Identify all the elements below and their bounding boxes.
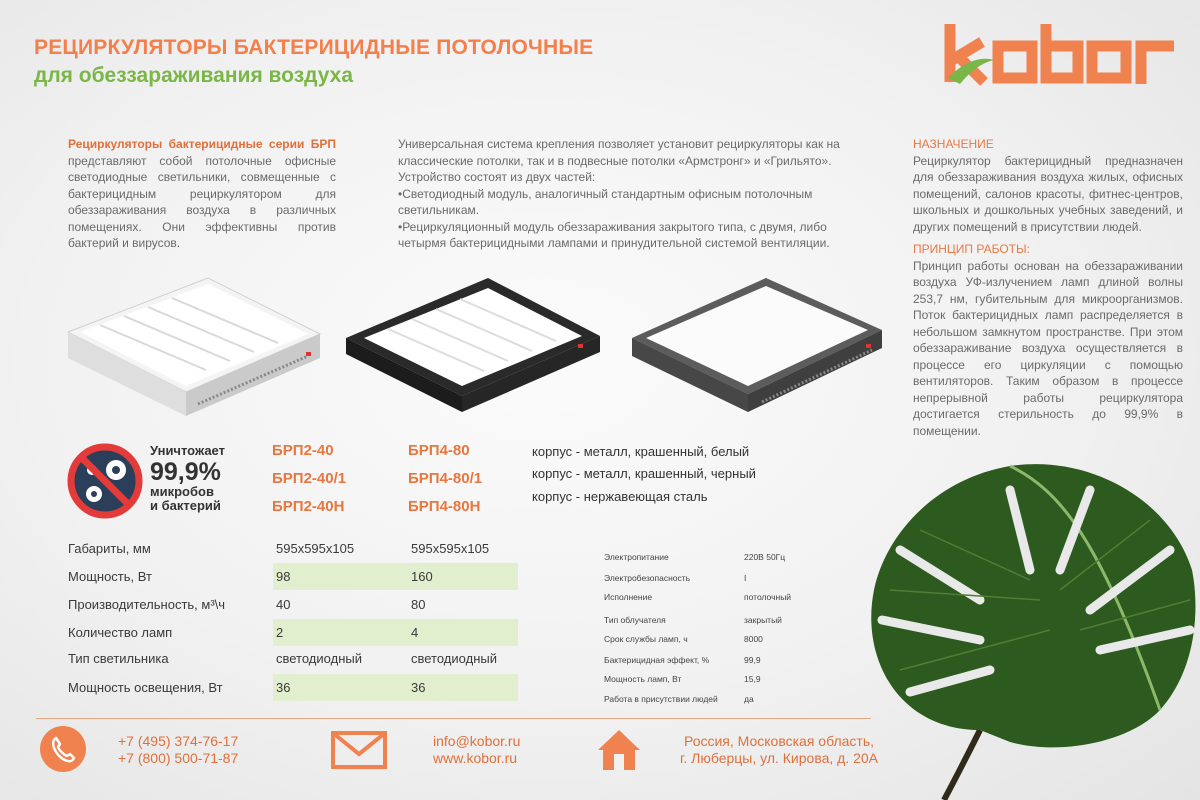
extra-spec-value: потолочный — [744, 592, 792, 602]
page-subtitle: для обеззараживания воздуха — [34, 64, 354, 87]
spec-row — [68, 563, 518, 590]
extra-spec-value: 99,9 — [744, 655, 761, 665]
model-label: БРП2-40Н — [272, 498, 345, 515]
extra-spec-value: 8000 — [744, 634, 763, 644]
extra-spec-row — [604, 552, 786, 562]
address — [668, 733, 890, 767]
spec-row — [68, 619, 518, 646]
badge-line-1: Уничтожает — [150, 443, 225, 458]
badge-line-3: микробов — [150, 484, 214, 499]
model-label: БРП2-40 — [272, 442, 334, 459]
spec-label: Мощность освещения, Вт — [68, 680, 223, 695]
extra-spec-row — [604, 634, 763, 644]
spec-value: 595х595х105 — [411, 541, 490, 556]
phone-numbers — [118, 733, 238, 767]
mounting-p2: Устройство состоят из двух частей: — [398, 170, 596, 184]
footer-divider — [36, 718, 871, 719]
mounting-text — [398, 136, 856, 252]
extra-spec-value: I — [744, 573, 747, 583]
badge-line-2: 99,9% — [150, 458, 221, 486]
spec-label: Количество ламп — [68, 625, 173, 640]
badge-line-4: и бактерий — [150, 498, 221, 513]
extra-spec-label: Работа в присутствии людей — [604, 694, 718, 704]
spec-value: светодиодный — [276, 651, 362, 666]
monstera-leaf-image — [860, 430, 1200, 800]
spec-value: 36 — [411, 674, 518, 701]
badge-text — [150, 443, 225, 513]
model-description: корпус - металл, крашенный, белый — [532, 444, 750, 459]
model-description: корпус - металл, крашенный, черный — [532, 466, 756, 481]
lamp-white-image — [58, 272, 328, 418]
extra-spec-label: Бактерицидная эффект, % — [604, 655, 710, 665]
model-label: БРП2-40/1 — [272, 470, 347, 487]
spec-value: светодиодный — [411, 651, 497, 666]
intro-body: представляют собой потолочные офисные светодиодные светильники, совмещенные с бактерицидным рециркулятором для обеззараживания воздуха в различных помещениях. Они эффективны против бактерий и вирусов. — [68, 153, 336, 250]
mounting-p1: Универсальная система крепления позволяет установит рециркуляторы как на классические потолки, так и в подвесные потолки «Армстронг» и «Грильято». — [398, 137, 840, 168]
model-label: БРП4-80 — [408, 442, 470, 459]
extra-spec-label: Срок службы ламп, ч — [604, 634, 688, 644]
extra-spec-row — [604, 655, 761, 665]
mounting-bullet-1: •Светодиодный модуль, аналогичный стандартным офисным потолочным светильникам. — [398, 186, 813, 217]
spec-value: 36 — [273, 674, 411, 701]
extra-spec-value: 15,9 — [744, 674, 761, 684]
intro-text — [68, 136, 336, 252]
spec-value: 98 — [273, 563, 411, 590]
web-contacts — [433, 733, 520, 767]
home-icon — [594, 726, 644, 774]
spec-row — [68, 645, 518, 672]
spec-row — [68, 591, 518, 618]
envelope-icon — [330, 730, 388, 770]
email-link[interactable]: info@kobor.ru — [433, 733, 521, 749]
address-line-2: г. Люберцы, ул. Кирова, д. 20А — [679, 750, 879, 766]
extra-spec-row — [604, 573, 747, 583]
extra-spec-label: Электропитание — [604, 552, 669, 562]
purpose-text — [913, 136, 1183, 445]
spec-value: 4 — [411, 619, 518, 646]
address-line-1: Россия, Московская область, — [683, 733, 875, 749]
extra-spec-label: Тип облучателя — [604, 615, 666, 625]
spec-value: 2 — [273, 619, 411, 646]
phone-link[interactable]: +7 (495) 374-76-17 — [118, 733, 239, 749]
model-label: БРП4-80/1 — [408, 470, 483, 487]
extra-spec-value: 220В 50Гц — [744, 552, 786, 562]
spec-label: Тип светильника — [68, 651, 169, 666]
spec-row — [68, 535, 518, 562]
model-description: корпус - нержавеющая сталь — [532, 489, 708, 504]
phone-icon — [40, 726, 86, 772]
spec-row — [68, 674, 518, 701]
spec-value: 40 — [276, 597, 291, 612]
purpose-body: Рециркулятор бактерицидный предназначен для обеззараживания воздуха жилых, офисных помещений, салонов красоты, фитнес-центров, школьных и дошкольных учебных заведений, и других помещений в присутствии людей. — [913, 153, 1183, 234]
no-virus-icon — [64, 440, 146, 522]
spec-label: Габариты, мм — [68, 541, 151, 556]
extra-spec-row — [604, 694, 754, 704]
lamp-steel-image — [626, 272, 888, 418]
mounting-bullet-2: •Рециркуляционный модуль обеззараживания закрытого типа, с двумя, либо четырмя бактерицидными лампами и принудительной системой вентиляции. — [398, 219, 830, 250]
principle-body: Принцип работы основан на обеззараживании воздуха УФ-излучением ламп длиной волны 253,7 нм, губительным для микроорганизмов. Поток бактерицидных ламп распределяется в небольшом замкнутом пространстве. При этом обеззараживание воздуха осуществляется в процессе его циркуляции с помощью вентиляторов. Таким образом в процессе непрерывной работы рециркулятора достигается стерильность до 99,9% в помещении. — [913, 258, 1183, 438]
website-link[interactable]: www.kobor.ru — [433, 750, 518, 766]
spec-value: 595х595х105 — [276, 541, 355, 556]
lamp-black-image — [338, 272, 606, 418]
kobor-logo — [942, 20, 1182, 92]
spec-label: Мощность, Вт — [68, 569, 152, 584]
principle-heading: ПРИНЦИП РАБОТЫ: — [913, 242, 1030, 256]
page-title: РЕЦИРКУЛЯТОРЫ БАКТЕРИЦИДНЫЕ ПОТОЛОЧНЫЕ — [34, 36, 594, 59]
phone-link[interactable]: +7 (800) 500-71-87 — [118, 750, 239, 766]
extra-spec-value: закрытый — [744, 615, 782, 625]
intro-lead: Рециркуляторы бактерицидные серии БРП — [68, 137, 336, 151]
model-label: БРП4-80Н — [408, 498, 481, 515]
spec-value: 80 — [411, 597, 426, 612]
spec-label: Производительность, м³\ч — [68, 597, 226, 612]
spec-value: 160 — [411, 563, 518, 590]
extra-spec-label: Исполнение — [604, 592, 653, 602]
extra-spec-row — [604, 615, 782, 625]
extra-spec-label: Электробезопасность — [604, 573, 691, 583]
extra-spec-label: Мощность ламп, Вт — [604, 674, 682, 684]
extra-spec-row — [604, 592, 792, 602]
extra-spec-row — [604, 674, 761, 684]
extra-spec-value: да — [744, 694, 754, 704]
purpose-heading: НАЗНАЧЕНИЕ — [913, 137, 994, 151]
